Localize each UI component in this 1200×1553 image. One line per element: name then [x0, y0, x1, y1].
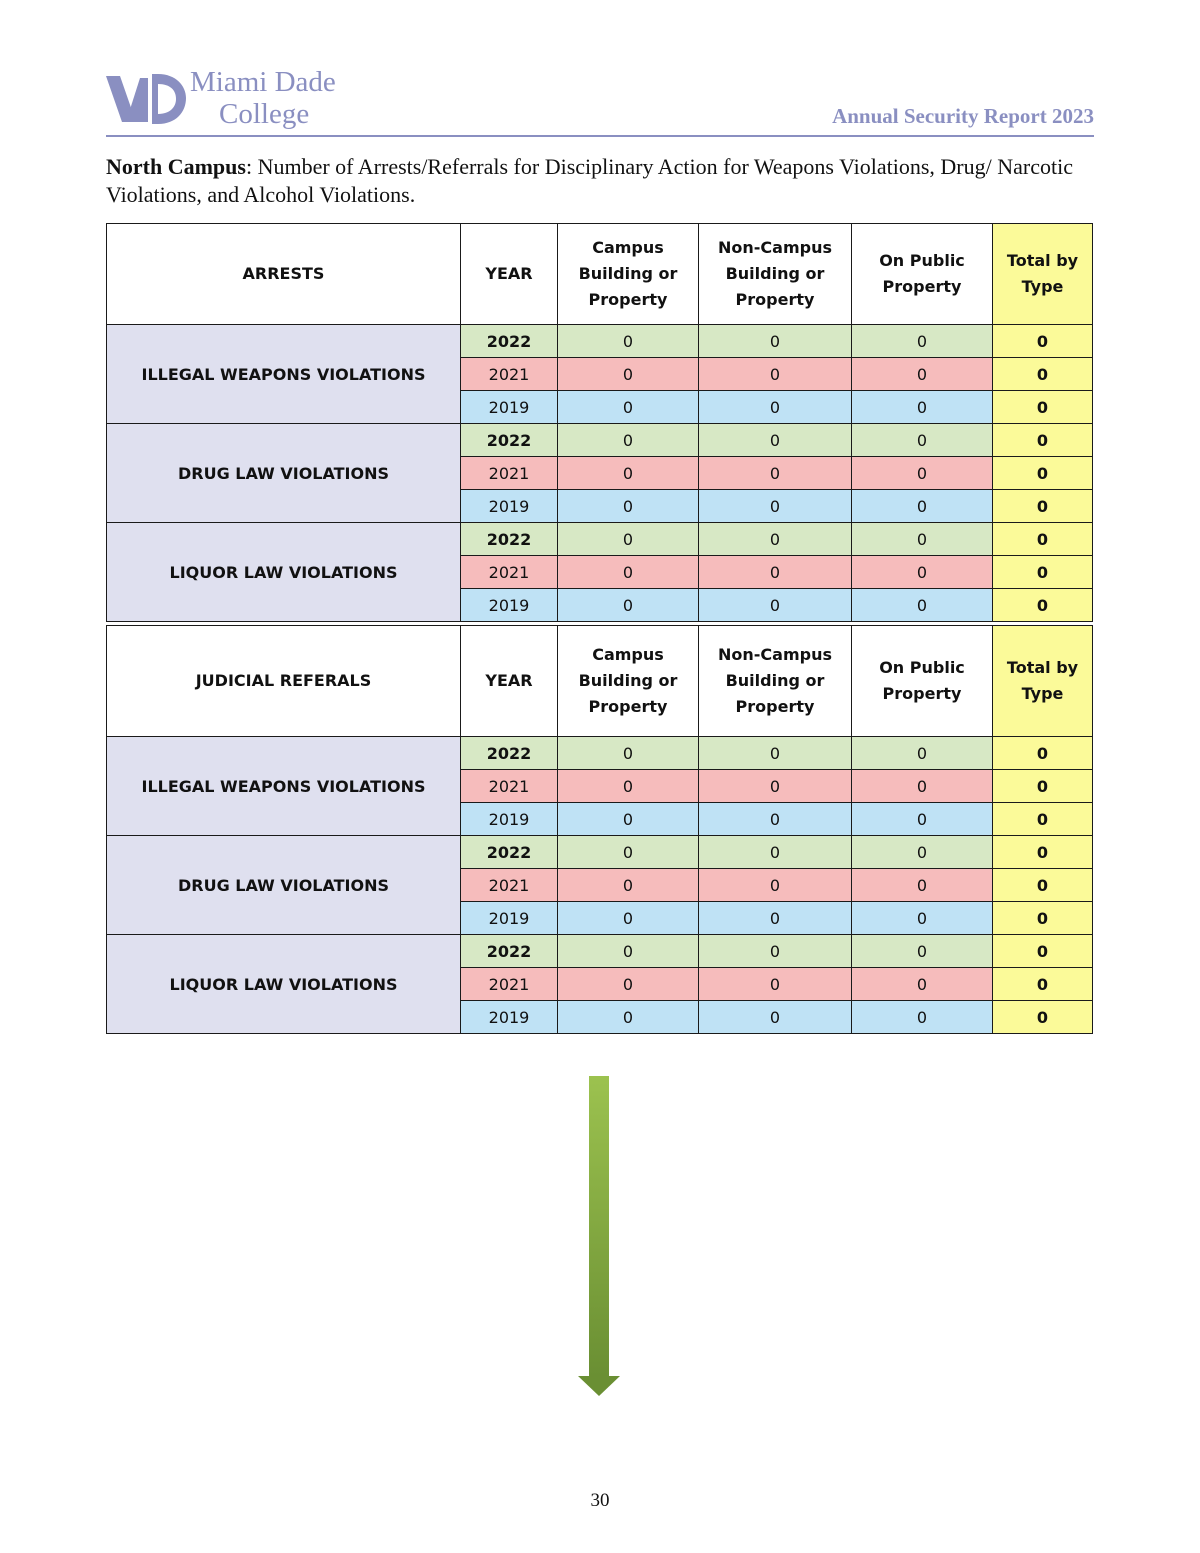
logo-text-line-2: College: [219, 98, 310, 130]
year-cell: 2019: [461, 1001, 558, 1034]
col-campus: Campus Building or Property: [558, 626, 699, 737]
public-cell: 0: [852, 968, 993, 1001]
total-cell: 0: [993, 902, 1093, 935]
category-label: ILLEGAL WEAPONS VIOLATIONS: [107, 325, 461, 424]
col-total: Total by Type: [993, 224, 1093, 325]
total-cell: 0: [993, 935, 1093, 968]
total-cell: 0: [993, 968, 1093, 1001]
col-year: YEAR: [461, 626, 558, 737]
report-title: Annual Security Report 2023: [832, 104, 1094, 128]
year-cell: 2019: [461, 391, 558, 424]
col-year: YEAR: [461, 224, 558, 325]
campus-cell: 0: [558, 490, 699, 523]
noncampus-cell: 0: [699, 424, 852, 457]
table-row: [107, 836, 1093, 869]
year-cell: 2022: [461, 523, 558, 556]
total-cell: 0: [993, 1001, 1093, 1034]
noncampus-cell: 0: [699, 358, 852, 391]
total-cell: 0: [993, 836, 1093, 869]
public-cell: 0: [852, 358, 993, 391]
campus-cell: 0: [558, 737, 699, 770]
total-cell: 0: [993, 490, 1093, 523]
public-cell: 0: [852, 490, 993, 523]
campus-cell: 0: [558, 902, 699, 935]
year-cell: 2019: [461, 803, 558, 836]
year-cell: 2021: [461, 770, 558, 803]
campus-cell: 0: [558, 358, 699, 391]
year-cell: 2019: [461, 902, 558, 935]
campus-cell: 0: [558, 770, 699, 803]
logo-text-line-1: Miami Dade: [190, 66, 336, 98]
year-cell: 2022: [461, 737, 558, 770]
header-row: [107, 224, 1093, 325]
total-cell: 0: [993, 589, 1093, 622]
table-row: [107, 424, 1093, 457]
noncampus-cell: 0: [699, 457, 852, 490]
header-row: [107, 626, 1093, 737]
campus-cell: 0: [558, 836, 699, 869]
year-cell: 2019: [461, 589, 558, 622]
total-cell: 0: [993, 424, 1093, 457]
category-label: LIQUOR LAW VIOLATIONS: [107, 935, 461, 1034]
public-cell: 0: [852, 556, 993, 589]
noncampus-cell: 0: [699, 556, 852, 589]
public-cell: 0: [852, 391, 993, 424]
public-cell: 0: [852, 523, 993, 556]
public-cell: 0: [852, 424, 993, 457]
noncampus-cell: 0: [699, 770, 852, 803]
campus-cell: 0: [558, 803, 699, 836]
campus-cell: 0: [558, 556, 699, 589]
table-row: [107, 325, 1093, 358]
noncampus-cell: 0: [699, 968, 852, 1001]
judicial-referrals-table: [106, 625, 1093, 1034]
mdc-logo-icon: [106, 70, 186, 124]
public-cell: 0: [852, 869, 993, 902]
caption-campus: North Campus: [106, 154, 246, 179]
public-cell: 0: [852, 902, 993, 935]
section-label: JUDICIAL REFERALS: [107, 626, 461, 737]
year-cell: 2022: [461, 424, 558, 457]
total-cell: 0: [993, 869, 1093, 902]
year-cell: 2022: [461, 935, 558, 968]
campus-cell: 0: [558, 1001, 699, 1034]
campus-cell: 0: [558, 935, 699, 968]
year-cell: 2021: [461, 556, 558, 589]
campus-cell: 0: [558, 523, 699, 556]
noncampus-cell: 0: [699, 523, 852, 556]
table-caption: [106, 153, 1096, 209]
noncampus-cell: 0: [699, 869, 852, 902]
year-cell: 2021: [461, 457, 558, 490]
col-noncampus: Non-Campus Building or Property: [699, 626, 852, 737]
year-cell: 2021: [461, 869, 558, 902]
arrow-down-icon: [576, 1074, 624, 1404]
col-campus: Campus Building or Property: [558, 224, 699, 325]
campus-cell: 0: [558, 325, 699, 358]
noncampus-cell: 0: [699, 325, 852, 358]
noncampus-cell: 0: [699, 935, 852, 968]
table-row: [107, 737, 1093, 770]
table-row: [107, 523, 1093, 556]
public-cell: 0: [852, 770, 993, 803]
header-divider: [106, 135, 1094, 137]
campus-cell: 0: [558, 424, 699, 457]
total-cell: 0: [993, 556, 1093, 589]
year-cell: 2021: [461, 968, 558, 1001]
total-cell: 0: [993, 391, 1093, 424]
public-cell: 0: [852, 589, 993, 622]
noncampus-cell: 0: [699, 803, 852, 836]
noncampus-cell: 0: [699, 737, 852, 770]
section-label: ARRESTS: [107, 224, 461, 325]
noncampus-cell: 0: [699, 490, 852, 523]
noncampus-cell: 0: [699, 902, 852, 935]
campus-cell: 0: [558, 391, 699, 424]
noncampus-cell: 0: [699, 589, 852, 622]
noncampus-cell: 0: [699, 836, 852, 869]
noncampus-cell: 0: [699, 1001, 852, 1034]
page-number: 30: [590, 1490, 610, 1511]
total-cell: 0: [993, 358, 1093, 391]
public-cell: 0: [852, 935, 993, 968]
campus-cell: 0: [558, 869, 699, 902]
page-header: [106, 68, 1094, 138]
arrests-table: [106, 223, 1093, 622]
public-cell: 0: [852, 325, 993, 358]
caption-text: : Number of Arrests/Referrals for Disciplinary Action for Weapons Violations, Drug/ Narcotic Violations, and Alcohol Violations.: [106, 154, 1073, 207]
total-cell: 0: [993, 737, 1093, 770]
public-cell: 0: [852, 803, 993, 836]
year-cell: 2019: [461, 490, 558, 523]
total-cell: 0: [993, 325, 1093, 358]
total-cell: 0: [993, 770, 1093, 803]
total-cell: 0: [993, 457, 1093, 490]
public-cell: 0: [852, 737, 993, 770]
year-cell: 2022: [461, 325, 558, 358]
public-cell: 0: [852, 836, 993, 869]
campus-cell: 0: [558, 968, 699, 1001]
campus-cell: 0: [558, 457, 699, 490]
category-label: LIQUOR LAW VIOLATIONS: [107, 523, 461, 622]
noncampus-cell: 0: [699, 391, 852, 424]
total-cell: 0: [993, 523, 1093, 556]
category-label: DRUG LAW VIOLATIONS: [107, 836, 461, 935]
year-cell: 2022: [461, 836, 558, 869]
table-row: [107, 935, 1093, 968]
category-label: ILLEGAL WEAPONS VIOLATIONS: [107, 737, 461, 836]
public-cell: 0: [852, 1001, 993, 1034]
year-cell: 2021: [461, 358, 558, 391]
col-public: On Public Property: [852, 224, 993, 325]
category-label: DRUG LAW VIOLATIONS: [107, 424, 461, 523]
total-cell: 0: [993, 803, 1093, 836]
col-public: On Public Property: [852, 626, 993, 737]
campus-cell: 0: [558, 589, 699, 622]
public-cell: 0: [852, 457, 993, 490]
col-total: Total by Type: [993, 626, 1093, 737]
col-noncampus: Non-Campus Building or Property: [699, 224, 852, 325]
